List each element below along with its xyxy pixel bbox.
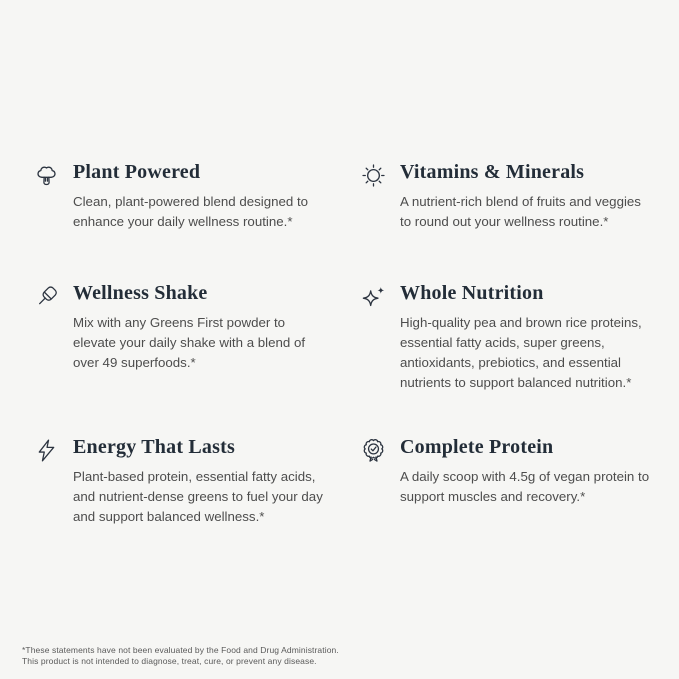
fda-disclaimer-line-1: *These statements have not been evaluated by the Food and Drug Administration. [22, 645, 339, 655]
feature-description: Mix with any Greens First powder to elevate your daily shake with a blend of over 49 superfoods.* [73, 315, 306, 370]
feature-whole-nutrition [360, 282, 655, 436]
features-grid [33, 161, 655, 527]
feature-description: Clean, plant-powered blend designed to enhance your daily wellness routine.* [73, 194, 309, 229]
feature-wellness-shake [33, 282, 360, 436]
feature-title: Vitamins & Minerals [400, 161, 585, 183]
feature-vitamins-minerals [360, 161, 655, 282]
award-badge-icon [360, 437, 387, 464]
broccoli-icon [33, 162, 60, 189]
feature-energy-that-lasts [33, 436, 360, 527]
feature-description: Plant-based protein, essential fatty acids, and nutrient-dense greens to fuel your day and support balanced wellness.* [73, 469, 323, 524]
sparkles-icon [360, 283, 387, 310]
feature-description: A daily scoop with 4.5g of vegan protein to support muscles and recovery.* [400, 469, 650, 504]
feature-title: Whole Nutrition [400, 282, 544, 304]
shaker-bottle-icon [33, 283, 60, 310]
feature-title: Energy That Lasts [73, 436, 235, 458]
fda-disclaimer-line-2: This product is not intended to diagnose, treat, cure, or prevent any disease. [22, 656, 317, 666]
feature-description: High-quality pea and brown rice proteins, essential fatty acids, super greens, antioxidants, prebiotics, and essential nutrients to support balanced nutrition.* [400, 315, 642, 390]
sun-icon [360, 162, 387, 189]
lightning-bolt-icon [33, 437, 60, 464]
feature-description: A nutrient-rich blend of fruits and veggies to round out your wellness routine.* [400, 194, 641, 229]
feature-complete-protein [360, 436, 655, 527]
feature-plant-powered [33, 161, 360, 282]
feature-title: Plant Powered [73, 161, 201, 183]
fda-disclaimer [22, 645, 339, 667]
feature-title: Complete Protein [400, 436, 554, 458]
feature-title: Wellness Shake [73, 282, 208, 304]
